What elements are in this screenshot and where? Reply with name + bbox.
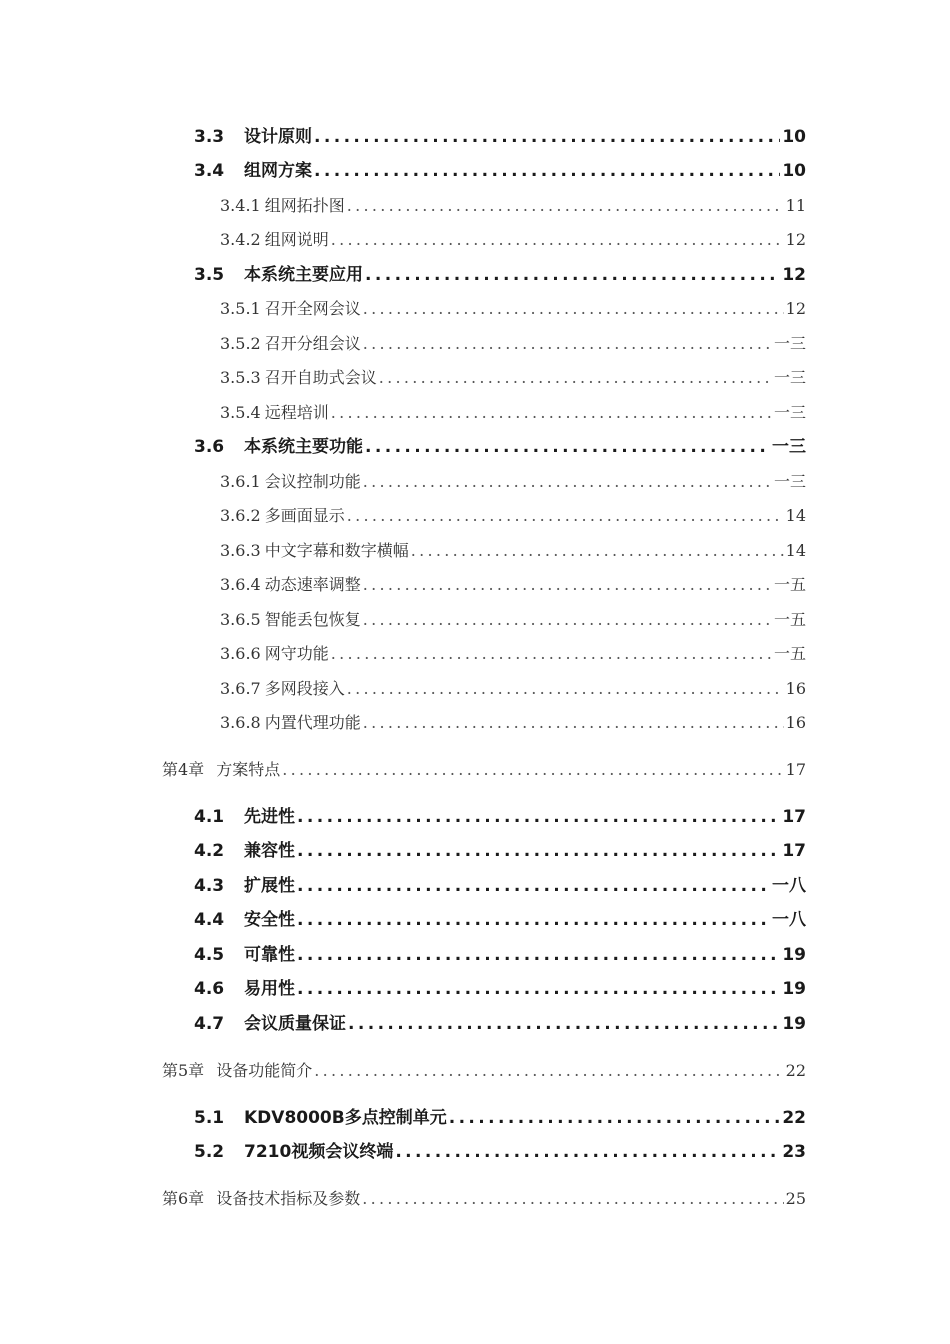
toc-entry[interactable]: [220, 400, 806, 426]
toc-entry-title: 先进性: [244, 807, 295, 827]
toc-dot-leader: [363, 469, 772, 495]
toc-entry[interactable]: [194, 262, 806, 288]
toc-dot-leader: [314, 124, 780, 150]
toc-dot-leader: [395, 1139, 780, 1165]
toc-entry-page: 一八: [772, 910, 806, 930]
toc-entry-number: 3.6.5: [220, 610, 261, 629]
toc-entry-title: 扩展性: [244, 876, 295, 896]
toc-entry-number: 3.6.8: [220, 713, 261, 732]
toc-entry-page: 19: [782, 945, 806, 965]
toc-entry-title: 召开分组会议: [264, 334, 361, 353]
toc-entry-title: 安全性: [244, 910, 295, 930]
toc-dot-leader: [347, 503, 784, 529]
toc-entry-number: 4.5: [194, 945, 225, 965]
toc-entry-number: 3.5: [194, 265, 225, 285]
toc-entry-number: 5.2: [194, 1142, 225, 1162]
toc-chapter-number: 第5章: [162, 1061, 205, 1080]
toc-dot-leader: [297, 942, 780, 968]
toc-dot-leader: [331, 227, 784, 253]
toc-entry-title: 可靠性: [244, 945, 295, 965]
toc-entry-page: 12: [785, 299, 806, 318]
toc-entry[interactable]: [220, 641, 806, 667]
toc-chapter-number: 第4章: [162, 760, 205, 779]
toc-entry-page: 22: [782, 1108, 806, 1128]
toc-entry-number: 4.4: [194, 910, 225, 930]
toc-entry-title: 会议质量保证: [244, 1014, 346, 1034]
toc-dot-leader: [331, 641, 772, 667]
toc-entry-number: 3.5.4: [220, 403, 261, 422]
toc-entry[interactable]: [194, 434, 806, 460]
toc-entry-page: 10: [782, 161, 806, 181]
toc-dot-leader: [347, 193, 784, 219]
toc-entry-title: 远程培训: [264, 403, 329, 422]
toc-entry-number: 4.7: [194, 1014, 225, 1034]
toc-entry[interactable]: [194, 804, 806, 830]
toc-entry-page: 一三: [773, 368, 806, 387]
toc-entry-page: 16: [785, 679, 806, 698]
toc-entry-title: 召开全网会议: [264, 299, 361, 318]
toc-entry-title: 召开自助式会议: [264, 368, 377, 387]
toc-entry-title: 多网段接入: [264, 679, 345, 698]
toc-dot-leader: [348, 1011, 780, 1037]
toc-entry-page: 一八: [772, 876, 806, 896]
toc-entry-number: 4.1: [194, 807, 225, 827]
toc-entry[interactable]: [194, 1105, 806, 1131]
toc-chapter-entry[interactable]: [162, 1186, 806, 1212]
toc-chapter-title: 设备技术指标及参数: [216, 1189, 361, 1208]
toc-entry-number: 4.3: [194, 876, 225, 896]
toc-dot-leader: [363, 607, 772, 633]
toc-entry[interactable]: [220, 193, 806, 219]
toc-dot-leader: [365, 434, 770, 460]
toc-entry-title: 本系统主要应用: [244, 265, 363, 285]
toc-entry-page: 17: [782, 807, 806, 827]
toc-entry-title: 组网方案: [244, 161, 312, 181]
toc-chapter-title: 方案特点: [216, 760, 281, 779]
toc-entry-number: 3.4: [194, 161, 225, 181]
toc-entry[interactable]: [220, 503, 806, 529]
toc-entry-number: 3.5.1: [220, 299, 261, 318]
toc-entry[interactable]: [220, 365, 806, 391]
toc-entry-page: 22: [785, 1061, 806, 1080]
toc-entry-page: 10: [782, 127, 806, 147]
toc-entry-title: 7210视频会议终端: [244, 1142, 394, 1162]
toc-entry-page: 一三: [772, 437, 806, 457]
toc-dot-leader: [297, 907, 770, 933]
toc-entry-page: 一三: [773, 334, 806, 353]
toc-entry[interactable]: [194, 907, 806, 933]
toc-dot-leader: [282, 757, 783, 783]
toc-entry-page: 23: [782, 1142, 806, 1162]
toc-dot-leader: [379, 365, 772, 391]
toc-entry[interactable]: [194, 158, 806, 184]
toc-entry[interactable]: [220, 469, 806, 495]
toc-entry-number: 3.4.2: [220, 230, 261, 249]
toc-dot-leader: [314, 158, 780, 184]
toc-entry-page: 12: [782, 265, 806, 285]
toc-entry-number: 3.5.2: [220, 334, 261, 353]
toc-dot-leader: [411, 538, 784, 564]
toc-dot-leader: [297, 976, 780, 1002]
toc-entry[interactable]: [220, 572, 806, 598]
toc-entry-page: 17: [785, 760, 806, 779]
toc-entry-page: 一五: [773, 575, 806, 594]
toc-dot-leader: [363, 572, 772, 598]
toc-entry-page: 一三: [773, 403, 806, 422]
toc-dot-leader: [297, 838, 780, 864]
toc-entry-number: 3.6.6: [220, 644, 261, 663]
toc-entry-page: 19: [782, 1014, 806, 1034]
toc-entry-page: 14: [785, 541, 806, 560]
toc-entry-page: 12: [785, 230, 806, 249]
toc-entry-page: 14: [785, 506, 806, 525]
toc-dot-leader: [363, 710, 784, 736]
toc-entry-title: 中文字幕和数字横幅: [264, 541, 409, 560]
toc-entry-title: 动态速率调整: [264, 575, 361, 594]
toc-entry-number: 3.6.4: [220, 575, 261, 594]
toc-dot-leader: [365, 262, 780, 288]
toc-chapter-entry[interactable]: [162, 1058, 806, 1084]
toc-entry-page: 11: [785, 196, 806, 215]
toc-dot-leader: [331, 400, 772, 426]
toc-entry-number: 3.4.1: [220, 196, 261, 215]
toc-entry-title: KDV8000B多点控制单元: [244, 1108, 447, 1128]
toc-entry-title: 本系统主要功能: [244, 437, 363, 457]
toc-entry[interactable]: [220, 676, 806, 702]
toc-entry-page: 一五: [773, 644, 806, 663]
toc-entry[interactable]: [194, 124, 806, 150]
toc-entry-page: 一三: [773, 472, 806, 491]
toc-dot-leader: [362, 1186, 783, 1212]
toc-entry-number: 4.6: [194, 979, 225, 999]
toc-chapter-entry[interactable]: [162, 757, 806, 783]
toc-entry[interactable]: [220, 710, 806, 736]
toc-dot-leader: [363, 331, 772, 357]
toc-entry-number: 5.1: [194, 1108, 225, 1128]
toc-entry[interactable]: [220, 331, 806, 357]
toc-entry-number: 3.6.2: [220, 506, 261, 525]
toc-entry[interactable]: [220, 227, 806, 253]
toc-chapter-title: 设备功能简介: [216, 1061, 313, 1080]
toc-dot-leader: [314, 1058, 783, 1084]
toc-entry-number: 4.2: [194, 841, 225, 861]
toc-entry-page: 一五: [773, 610, 806, 629]
toc-entry-title: 网守功能: [264, 644, 329, 663]
toc-entry-page: 16: [785, 713, 806, 732]
toc-entry-number: 3.3: [194, 127, 225, 147]
toc-entry-title: 兼容性: [244, 841, 295, 861]
toc-dot-leader: [297, 873, 770, 899]
toc-dot-leader: [363, 296, 784, 322]
toc-dot-leader: [347, 676, 784, 702]
toc-entry-title: 多画面显示: [264, 506, 345, 525]
toc-entry[interactable]: [220, 296, 806, 322]
toc-entry[interactable]: [194, 1139, 806, 1165]
toc-entry-title: 智能丢包恢复: [264, 610, 361, 629]
toc-entry[interactable]: [220, 538, 806, 564]
toc-entry-title: 组网拓扑图: [264, 196, 345, 215]
toc-entry-title: 易用性: [244, 979, 295, 999]
toc-chapter-number: 第6章: [162, 1189, 205, 1208]
toc-entry-number: 3.6.7: [220, 679, 261, 698]
toc-entry[interactable]: [194, 1011, 806, 1037]
toc-entry-number: 3.6.3: [220, 541, 261, 560]
toc-entry[interactable]: [220, 607, 806, 633]
toc-entry-title: 内置代理功能: [264, 713, 361, 732]
toc-entry-page: 19: [782, 979, 806, 999]
toc-entry[interactable]: [194, 838, 806, 864]
toc-entry-number: 3.6.1: [220, 472, 261, 491]
toc-entry[interactable]: [194, 942, 806, 968]
toc-entry-number: 3.6: [194, 437, 225, 457]
toc-dot-leader: [297, 804, 780, 830]
toc-entry-title: 组网说明: [264, 230, 329, 249]
toc-entry-page: 17: [782, 841, 806, 861]
toc-dot-leader: [449, 1105, 781, 1131]
toc-entry-number: 3.5.3: [220, 368, 261, 387]
toc-entry-page: 25: [785, 1189, 806, 1208]
toc-entry-title: 设计原则: [244, 127, 312, 147]
toc-entry[interactable]: [194, 873, 806, 899]
toc-entry[interactable]: [194, 976, 806, 1002]
toc-entry-title: 会议控制功能: [264, 472, 361, 491]
